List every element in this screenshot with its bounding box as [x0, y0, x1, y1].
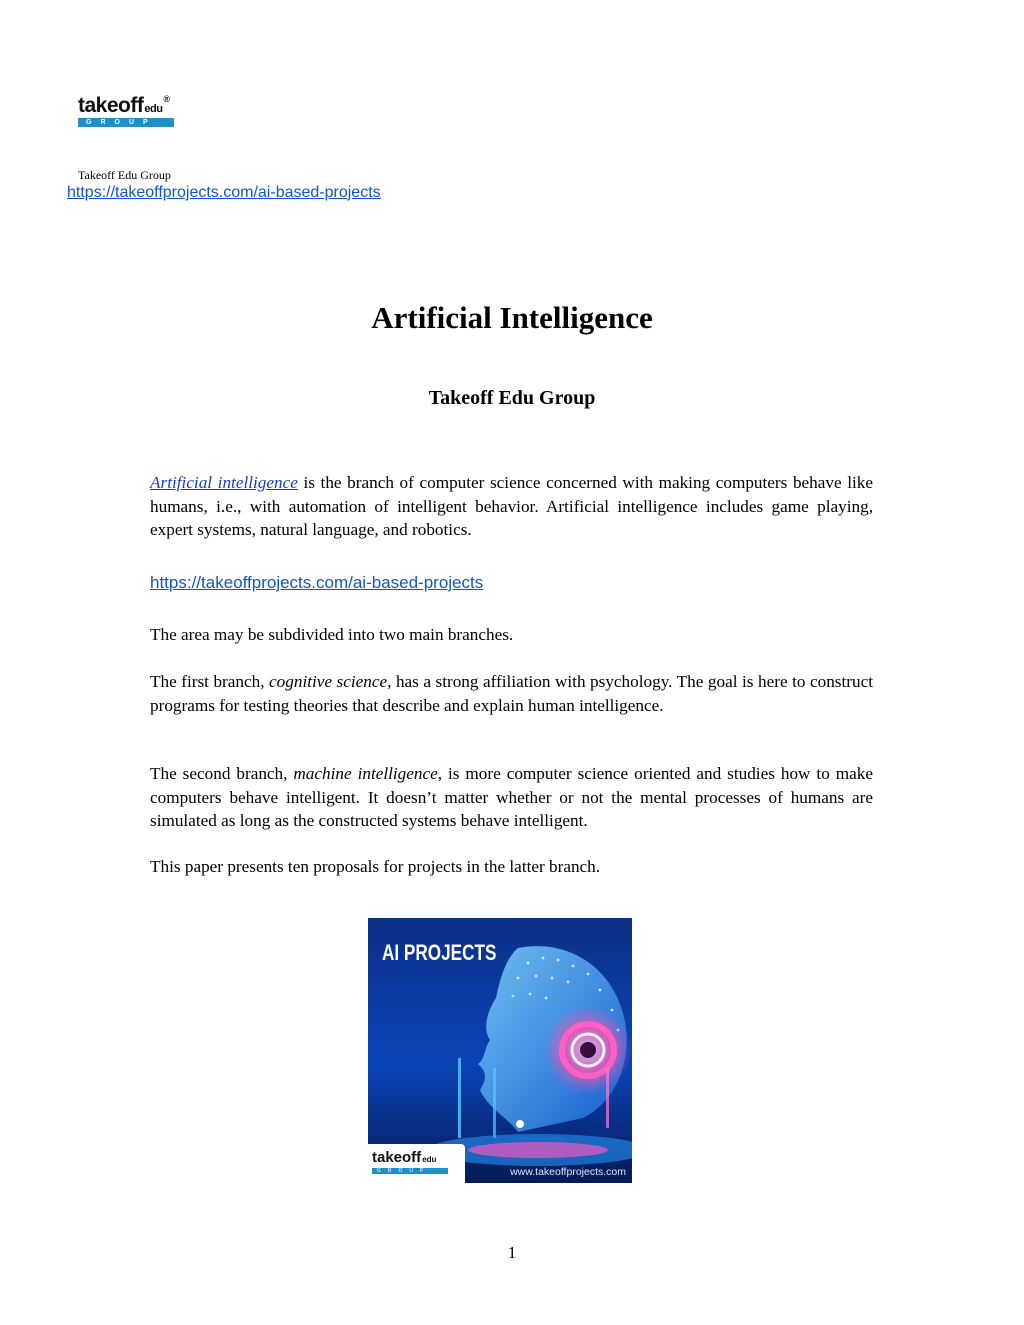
proposals-paragraph: This paper presents ten proposals for projects in the latter branch. — [150, 857, 601, 876]
intro-paragraph: Artificial intelligence is the branch of computer science concerned with making computers behave like humans, i.e., with automation of intelligent behavior. Artificial intelligence includes game playing, expert systems, natural language, and robotics. — [150, 473, 874, 539]
document-author: Takeoff Edu Group — [428, 387, 596, 409]
ai-projects-cover-image — [368, 918, 632, 1183]
machine-intelligence-paragraph: The second branch, machine intelligence, is more computer science oriented and studies how to make computers behave intelligent. It doesn’t matter whether or not the mental processes of humans are simulated as long as the constructed systems behave intelligent. — [150, 764, 873, 830]
header-org-name: Takeoff Edu Group — [78, 168, 171, 182]
artificial-intelligence-link[interactable]: Artificial intelligence — [150, 473, 298, 492]
logo-wordmark: takeoffedu® — [78, 94, 170, 117]
takeoff-edu-logo — [76, 96, 180, 130]
page-number: 1 — [507, 1243, 517, 1262]
branches-paragraph: The area may be subdivided into two main branches. — [150, 625, 514, 644]
cover-logo: takeoffedu GROUP — [368, 1144, 465, 1183]
cover-title: AI PROJECTS — [382, 940, 497, 965]
cover-url: www.takeoffprojects.com — [510, 1166, 626, 1178]
cognitive-science-paragraph: The first branch, cognitive science, has a strong affiliation with psychology. The goal is here to construct programs for testing theories that describe and explain human intelligence. — [150, 672, 873, 715]
document-title: Artificial Intelligence — [371, 300, 653, 335]
header-url-link[interactable]: https://takeoffprojects.com/ai-based-projects — [67, 184, 381, 201]
body-url-link[interactable]: https://takeoffprojects.com/ai-based-projects — [150, 573, 484, 592]
logo-group-bar: GROUP — [78, 118, 174, 127]
